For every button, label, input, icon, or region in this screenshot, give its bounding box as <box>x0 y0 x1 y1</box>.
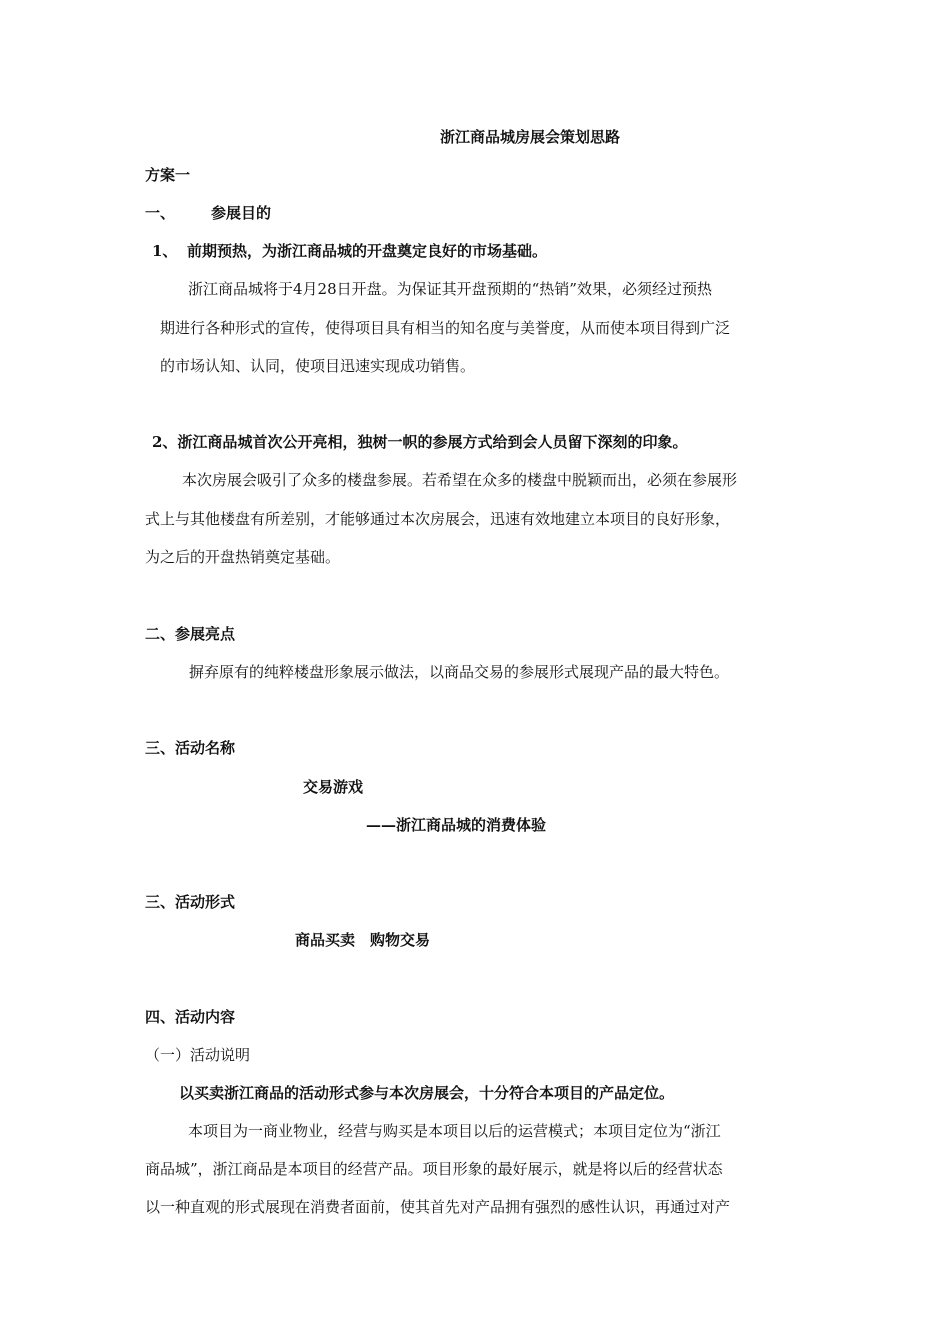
item2-para-line: 式上与其他楼盘有所差别，才能够通过本次房展会，迅速有效地建立本项目的良好形象， <box>145 510 731 528</box>
section2-heading: 二、参展亮点 <box>145 625 236 643</box>
activity-name: 交易游戏 <box>303 778 364 796</box>
item2-para-line: 为之后的开盘热销奠定基础。 <box>145 548 341 566</box>
section4-heading: 四、活动内容 <box>145 1008 236 1026</box>
section4-subheading: （一）活动说明 <box>145 1046 251 1064</box>
item2-para-line: 本次房展会吸引了众多的楼盘参展。若希望在众多的楼盘中脱颖而出，必须在参展形 <box>182 471 738 489</box>
item1-para-line: 的市场认知、认同，使项目迅速实现成功销售。 <box>160 357 476 375</box>
item1-number: 1、 <box>152 242 178 260</box>
section3-heading: 三、活动名称 <box>145 739 236 757</box>
section4-para-line: 商品城”，浙江商品是本项目的经营产品。项目形象的最好展示，就是将以后的经营状态 <box>145 1160 723 1178</box>
activity-subtitle: ——浙江商品城的消费体验 <box>366 816 547 834</box>
item2-heading: 2、浙江商品城首次公开亮相，独树一帜的参展方式给到会人员留下深刻的印象。 <box>152 433 688 451</box>
section1-number: 一、 <box>145 204 176 222</box>
activity-form: 商品买卖 购物交易 <box>295 931 431 949</box>
document-title: 浙江商品城房展会策划思路 <box>440 128 621 146</box>
section1-heading: 参展目的 <box>211 204 272 222</box>
item1-heading: 前期预热，为浙江商品城的开盘奠定良好的市场基础。 <box>187 242 548 260</box>
section4-para-line: 本项目为一商业物业，经营与购买是本项目以后的运营模式；本项目定位为“浙江 <box>188 1122 721 1140</box>
item1-para-line: 期进行各种形式的宣传，使得项目具有相当的知名度与美誉度，从而使本项目得到广泛 <box>160 319 731 337</box>
section2-para: 摒弃原有的纯粹楼盘形象展示做法，以商品交易的参展形式展现产品的最大特色。 <box>189 663 730 681</box>
section3b-heading: 三、活动形式 <box>145 893 236 911</box>
plan-label: 方案一 <box>145 166 191 184</box>
item1-para-line: 浙江商品城将于4月28日开盘。为保证其开盘预期的“热销”效果，必须经过预热 <box>188 280 712 298</box>
section4-para-line: 以一种直观的形式展现在消费者面前，使其首先对产品拥有强烈的感性认识，再通过对产 <box>145 1198 731 1216</box>
section4-lead: 以买卖浙江商品的活动形式参与本次房展会，十分符合本项目的产品定位。 <box>179 1084 675 1102</box>
